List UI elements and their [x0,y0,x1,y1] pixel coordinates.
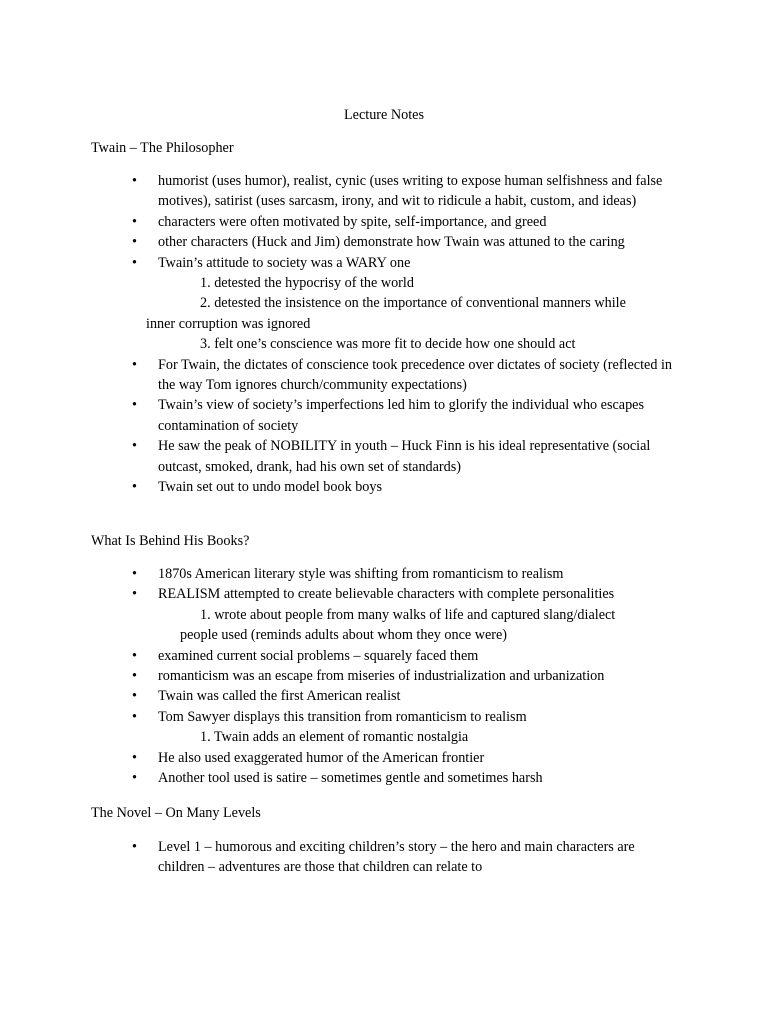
list-item: • Twain’s view of society’s imperfections led him to glorify the individual who escapes contamination of society [0,395,768,436]
list-item: • romanticism was an escape from miseries of industrialization and urbanization [0,666,768,686]
list-item-text: Tom Sawyer displays this transition from romanticism to realism [158,708,527,725]
list-item: • Level 1 – humorous and exciting children’s story – the hero and main characters are children – adventures are those that children can relate to [0,837,768,878]
behind-books-list [0,564,768,788]
section-heading-novel-levels: The Novel – On Many Levels [91,805,261,821]
list-item: • Twain set out to undo model book boys [0,477,768,497]
list-item [0,584,768,645]
sub-item-continuation: inner corruption was ignored [146,315,311,332]
sub-list [158,605,680,646]
page-title: Lecture Notes [344,107,424,123]
list-item-text: Twain’s attitude to society was a WARY one [158,254,411,271]
sub-item: 1. wrote about people from many walks of life and captured slang/dialect [200,606,616,623]
list-item [0,707,768,748]
sub-item: 1. Twain adds an element of romantic nostalgia [200,729,469,746]
sub-item: 1. detested the hypocrisy of the world [200,275,414,292]
list-item: • For Twain, the dictates of conscience took precedence over dictates of society (reflected in the way Tom ignores church/community expectations) [0,355,768,396]
list-item [0,253,768,355]
sub-item: 3. felt one’s conscience was more fit to decide how one should act [200,336,576,353]
list-item: • examined current social problems – squarely faced them [0,646,768,666]
list-item: • He saw the peak of NOBILITY in youth – Huck Finn is his ideal representative (social outcast, smoked, drank, had his own set of standards) [0,436,768,477]
list-item-text: REALISM attempted to create believable characters with complete personalities [158,586,615,603]
section-heading-behind-books: What Is Behind His Books? [91,533,250,549]
philosopher-list [0,171,768,498]
list-item: • Twain was called the first American realist [0,686,768,706]
list-item: • Another tool used is satire – sometimes gentle and sometimes harsh [0,768,768,788]
list-item: • other characters (Huck and Jim) demonstrate how Twain was attuned to the caring [0,232,768,252]
list-item: • 1870s American literary style was shifting from romanticism to realism [0,564,768,584]
novel-levels-list [0,837,768,878]
sub-item: 2. detested the insistence on the importance of conventional manners while [200,295,626,312]
list-item: • humorist (uses humor), realist, cynic (uses writing to expose human selfishness and false motives), satirist (uses sarcasm, irony, and wit to ridicule a habit, custom, and ideas) [0,171,768,212]
sub-list [146,273,680,355]
list-item: • characters were often motivated by spite, self-importance, and greed [0,212,768,232]
sub-list [158,727,680,747]
list-item: • He also used exaggerated humor of the American frontier [0,748,768,768]
section-heading-philosopher: Twain – The Philosopher [91,140,234,156]
sub-item-continuation: people used (reminds adults about whom they once were) [180,627,508,644]
